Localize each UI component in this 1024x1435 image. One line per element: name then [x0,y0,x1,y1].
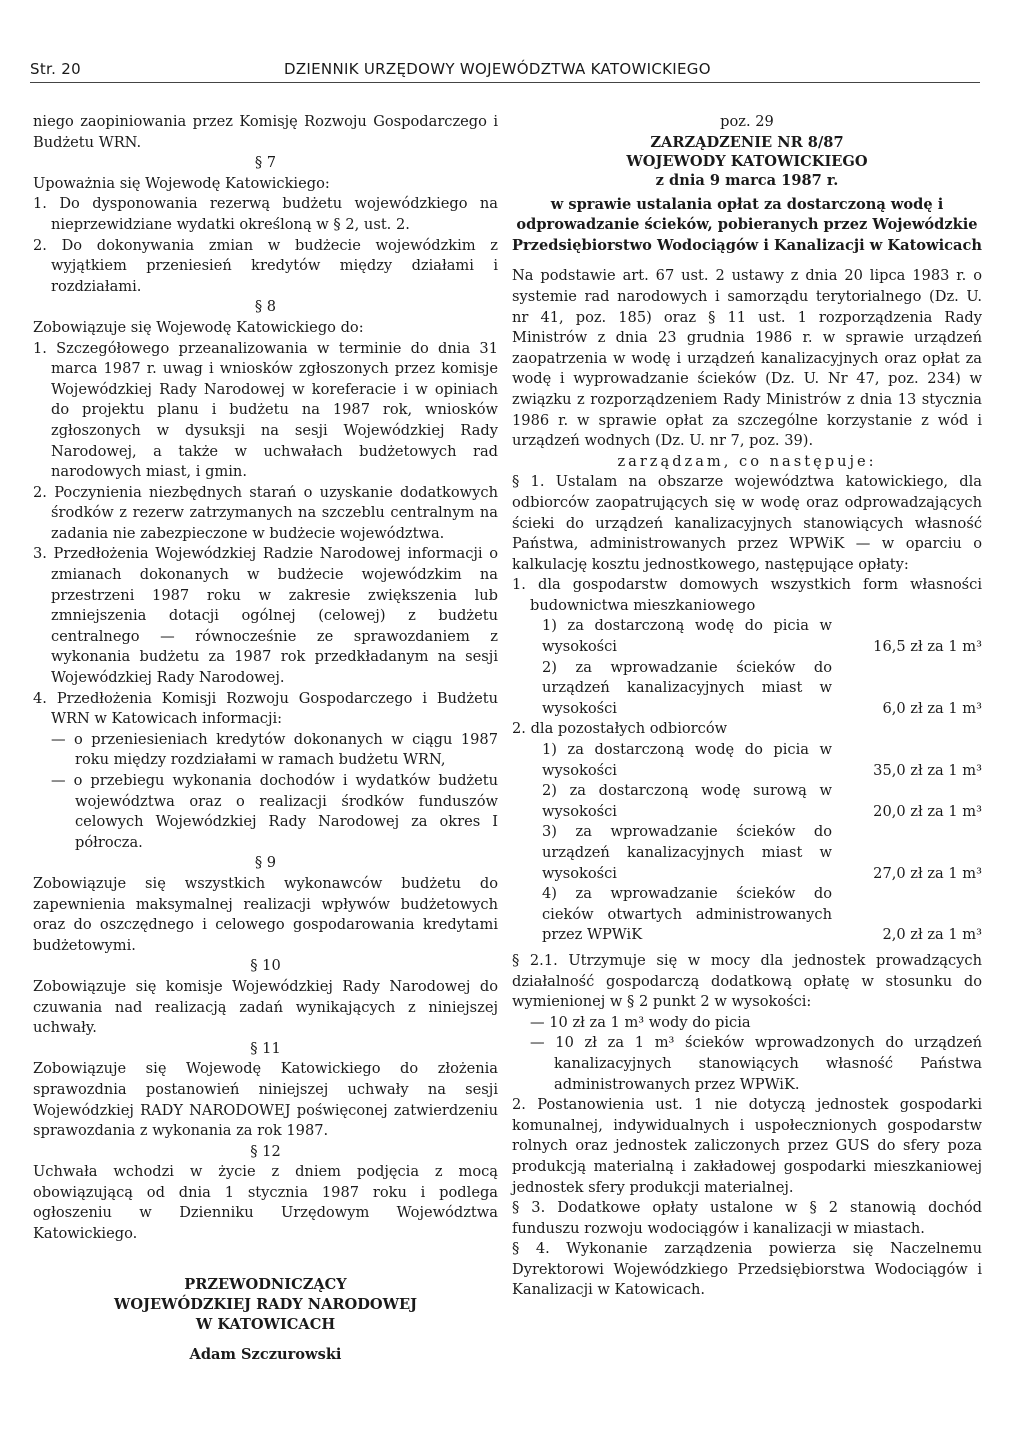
signature-block [33,1275,498,1365]
section-2-2-text: 2. Postanowienia ust. 1 nie dotyczą jednostek gospodarki komunalnej, indywidualnych i uspołecznionych gospodarstw rolnych oraz jednostek zaliczonych przez GUS do sfery poza produkcją materialną i zakładowej gospodarki mieszkaniowej jednostek sfery produkcji materialnej. [512,1096,982,1196]
fee-row [542,658,982,720]
fee-row [542,740,982,781]
section-9-number: § 9 [254,854,277,872]
group-1-list [512,616,982,719]
section-8-point-1: 1. Szczegółowego przeanalizowania w terminie do dnia 31 marca 1987 r. uwag i wniosków zgłoszonych przez komisje Wojewódzkiej Rady Narodowej w koreferacie i w opiniach do projektu planu i budżetu na 1987 rok, wniosków zgłoszonych w dysuksji na sesji Wojewódzkiej Rady Narodowej, a także w uchwałach budżetowych rad narodowych miast, i gmin. [33,339,498,481]
section-8-dash-1: — o przeniesieniach kredytów dokonanych w ciągu 1987 roku między rozdziałami w ramach budżetu WRN, [51,730,498,769]
journal-title: DZIENNIK URZĘDOWY WOJEWÓDZTWA KATOWICKIEGO [284,60,711,78]
group-1-title: 1. dla gospodarstw domowych wszystkich form własności budownictwa mieszkaniowego [512,576,982,614]
section-7-point-1: 1. Do dysponowania rezerwą budżetu wojewódzkiego na nieprzewidziane wydatki określoną w § 2, ust. 2. [33,195,498,233]
fee-row [542,884,982,946]
section-12-text: Uchwała wchodzi w życie z dniem podjęcia z mocą obowiązującą od dnia 1 stycznia 1987 roku i podlega ogłoszeniu w Dzienniku Urzędowym Województwa Katowickiego. [33,1163,498,1243]
section-11-text: Zobowiązuje się Wojewodę Katowickiego do złożenia sprawozdnia postanowień niniejszej uchwały na sesji Wojewódzkiej RADY NARODOWEJ poświęconej zatwierdzeniu sprawozdania z wykonania za rok 1987. [33,1060,498,1140]
fee-description: 2) za wprowadzanie ścieków do urządzeń kanalizacyjnych miast w wysokości [542,658,832,717]
fee-price: 20,0 zł za 1 m³ [873,802,982,820]
fee-price: 27,0 zł za 1 m³ [873,864,982,882]
signature-title-1: PRZEWODNICZĄCY [184,1275,347,1293]
fee-row [542,822,982,884]
section-8-point-2: 2. Poczynienia niezbędnych starań o uzyskanie dodatkowych środków z rezerw zatrzymanych na szczeblu centralnym na zadania nie zabezpieczone w budżecie województwa. [33,483,498,542]
position-number: poz. 29 [720,113,774,130]
signature-title-3: W KATOWICACH [195,1315,336,1333]
fee-row [542,616,982,657]
section-8-lead: Zobowiązuje się Wojewodę Katowickiego do: [33,318,364,336]
section-4-text: § 4. Wykonanie zarządzenia powierza się Naczelnemu Dyrektorowi Wojewódzkiego Przedsiębiorstwa Wodociągów i Kanalizacji w Katowicach. [512,1240,982,1299]
section-1-text: § 1. Ustalam na obszarze województwa katowickiego, dla odbiorców zaopatrujących się w wodę oraz odprowadzających ścieki do urządzeń kanalizacyjnych stanowiących własność Państwa, administrowanych przez WPWiK — w oparciu o kalkulację kosztu jednostkowego, następujące opłaty: [512,473,982,573]
order-date: z dnia 9 marca 1987 r. [655,171,839,189]
order-subject: w sprawie ustalania opłat za dostarczoną wodę i odprowadzanie ścieków, pobieranych przez Wojewódzkie Przedsiębiorstwo Wodociągów i Kanalizacji w Katowicach [512,195,982,254]
section-7-number: § 7 [254,154,277,172]
section-12-number: § 12 [250,1142,281,1160]
fee-description: 3) za wprowadzanie ścieków do urządzeń kanalizacyjnych miast w wysokości [542,823,832,882]
section-2-1-text: § 2.1. Utrzymuje się w mocy dla jednostek prowadzących działalność gospodarczą dodatkową opłatę w stosunku do wymienionej w § 2 punkt 2 w wysokości: [512,951,982,1011]
section-7-point-2: 2. Do dokonywania zmian w budżecie wojewódzkim z wyjątkiem przeniesień kredytów między działami i rozdziałami. [33,236,498,295]
legal-basis: Na podstawie art. 67 ust. 2 ustawy z dnia 20 lipca 1983 r. o systemie rad narodowych i samorządu terytorialnego (Dz. U. nr 41, poz. 185) oraz § 11 ust. 1 rozporządzenia Rady Ministrów z dnia 23 grudnia 1986 r. w sprawie urządzeń zaopatrzenia w wodę i urządzeń kanalizacyjnych oraz opłat za wodę i wyprowadzanie ścieków (Dz. U. Nr 47, poz. 234) w związku z rozporządzeniem Rady Ministrów z dnia 13 stycznia 1986 r. w sprawie opłat za szczególne korzystanie z wód i urządzeń wodnych (Dz. U. nr 7, poz. 39). [512,267,982,450]
fee-description: 4) za wprowadzanie ścieków do cieków otwartych administrowanych przez WPWiK [542,885,832,944]
section-8-number: § 8 [254,298,277,316]
left-column [33,112,498,1365]
section-7-lead: Upoważnia się Wojewodę Katowickiego: [33,174,330,192]
section-8-point-3: 3. Przedłożenia Wojewódzkiej Radzie Narodowej informacji o zmianach dokonanych w budżecie wojewódzkim na przestrzeni 1987 roku w zakresie zwiększenia lub zmniejszenia dotacji ogólnej (celowej) z budżetu centralnego — równocześnie ze sprawozdaniem z wykonania budżetu za 1987 rok przedkładanym na sesji Wojewódzkiej Rady Narodowej. [33,545,498,687]
page-number: Str. 20 [30,60,81,78]
section-9-text: Zobowiązuje się wszystkich wykonawców budżetu do zapewnienia maksymalnej realizacji wpływów budżetowych oraz do oszczędnego i celowego gospodarowania kredytami budżetowymi. [33,874,498,954]
header-rule [30,82,980,83]
fee-description: 1) za dostarczoną wodę do picia w wysokości [542,617,832,656]
fee-price: 2,0 zł za 1 m³ [882,926,982,944]
fee-price: 16,5 zł za 1 m³ [873,638,982,656]
fee-description: 2) za dostarczoną wodę surową w wysokości [542,782,832,820]
group-2-list [512,740,982,946]
section-8-dash-2: — o przebiegu wykonania dochodów i wydatków budżetu województwa oraz o realizacji środków funduszów celowych Wojewódzkiej Rady Narodowej za okres I półrocza. [51,772,498,851]
section-11-number: § 11 [250,1039,281,1057]
section-10-text: Zobowiązuje się komisje Wojewódzkiej Rady Narodowej do czuwania nad realizacją zadań wynikających z niniejszej uchwały. [33,977,498,1037]
group-2-title: 2. dla pozostałych odbiorców [512,720,728,738]
right-column [512,112,982,1301]
section-2-1-dash-2: — 10 zł za 1 m³ ścieków wprowadzonych do urządzeń kanalizacyjnych stanowiących własność Państwa administrowanych przez WPWiK. [530,1034,982,1093]
section-3-text: § 3. Dodatkowe opłaty ustalone w § 2 stanowią dochód funduszu rozwoju wodociągów i kanalizacji w miastach. [512,1199,982,1237]
section-2-1-dash-1: — 10 zł za 1 m³ wody do picia [530,1013,751,1031]
order-formula: zarządzam, co następuje: [617,452,877,470]
fee-price: 35,0 zł za 1 m³ [873,761,982,779]
signature-title-2: WOJEWÓDZKIEJ RADY NARODOWEJ [113,1295,418,1313]
fee-price: 6,0 zł za 1 m³ [882,699,982,717]
fee-description: 1) za dostarczoną wodę do picia w wysokości [542,741,832,779]
fee-row [542,781,982,822]
section-10-number: § 10 [250,957,281,975]
order-title-2: WOJEWODY KATOWICKIEGO [626,152,868,170]
intro-text: niego zaopiniowania przez Komisję Rozwoju Gospodarczego i Budżetu WRN. [33,113,498,151]
signature-name: Adam Szczurowski [189,1345,342,1363]
order-title-1: ZARZĄDZENIE NR 8/87 [650,133,844,151]
section-8-point-4: 4. Przedłożenia Komisji Rozwoju Gospodarczego i Budżetu WRN w Katowicach informacji: [33,689,498,728]
